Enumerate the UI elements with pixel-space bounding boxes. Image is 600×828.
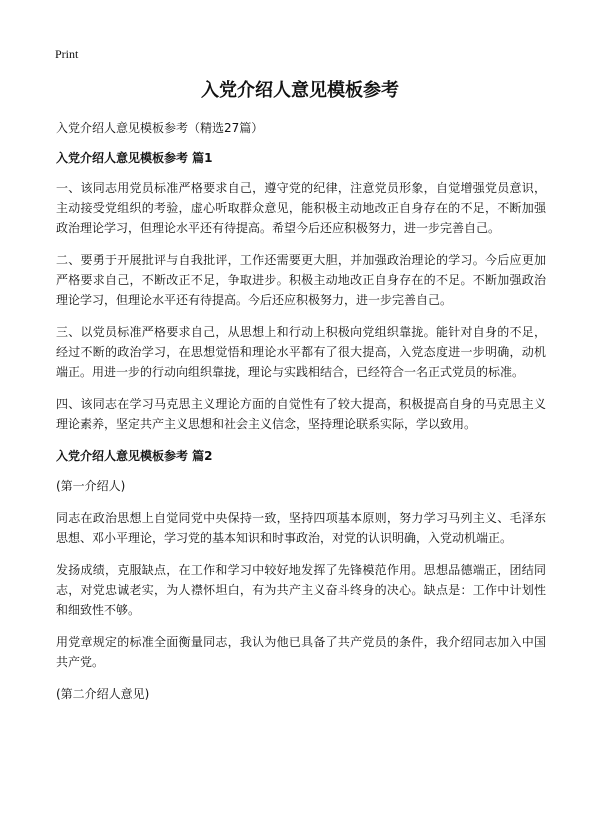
page-title: 入党介绍人意见模板参考 <box>201 80 399 101</box>
paragraph: (第一介绍人) <box>56 479 126 493</box>
section-heading-2: 入党介绍人意见模板参考 篇2 <box>56 449 213 463</box>
paragraph: (第二介绍人意见) <box>56 687 150 701</box>
paragraph: 三、以党员标准严格要求自己，从思想上和行动上积极向党组织靠拢。能针对自身的不足，经过不断的政治学习，在思想觉悟和理论水平都有了很大提高，入党态度进一步明确，动机端正。用进一步的行动向组织靠拢，理论与实践相结合，已经符合一名正式党员的标准。 <box>56 325 546 379</box>
paragraph: 二、要勇于开展批评与自我批评，工作还需要更大胆，并加强政治理论的学习。今后应更加严格要求自己，不断改正不足，争取进步。积极主动地改正自身存在的不足。不断加强政治理论学习，但理论水平还有待提高。今后还应积极努力，进一步完善自己。 <box>56 253 546 307</box>
document-body <box>56 118 546 716</box>
paragraph: 发扬成绩，克服缺点，在工作和学习中较好地发挥了先锋模范作用。思想品德端正，团结同志，对党忠诚老实，为人襟怀坦白，有为共产主义奋斗终身的决心。缺点是：工作中计划性和细致性不够。 <box>56 563 546 617</box>
paragraph: 四、该同志在学习马克思主义理论方面的自觉性有了较大提高，积极提高自身的马克思主义理论素养，坚定共产主义思想和社会主义信念，坚持理论联系实际，学以致用。 <box>56 397 546 431</box>
print-label: Print <box>55 47 79 61</box>
paragraph: 同志在政治思想上自觉同党中央保持一致，坚持四项基本原则，努力学习马列主义、毛泽东思想、邓小平理论，学习党的基本知识和时事政治，对党的认识明确，入党动机端正。 <box>56 511 546 545</box>
paragraph: 一、该同志用党员标准严格要求自己，遵守党的纪律，注意党员形象，自觉增强党员意识，主动接受党组织的考验，虚心听取群众意见，能积极主动地改正自身存在的不足，不断加强政治理论学习，但理论水平还有待提高。希望今后还应积极努力，进一步完善自己。 <box>56 181 546 235</box>
section-heading-1: 入党介绍人意见模板参考 篇1 <box>56 151 213 165</box>
paragraph: 用党章规定的标准全面衡量同志，我认为他已具备了共产党员的条件，我介绍同志加入中国共产党。 <box>56 635 546 669</box>
document-subtitle: 入党介绍人意见模板参考（精选27篇） <box>56 121 264 135</box>
